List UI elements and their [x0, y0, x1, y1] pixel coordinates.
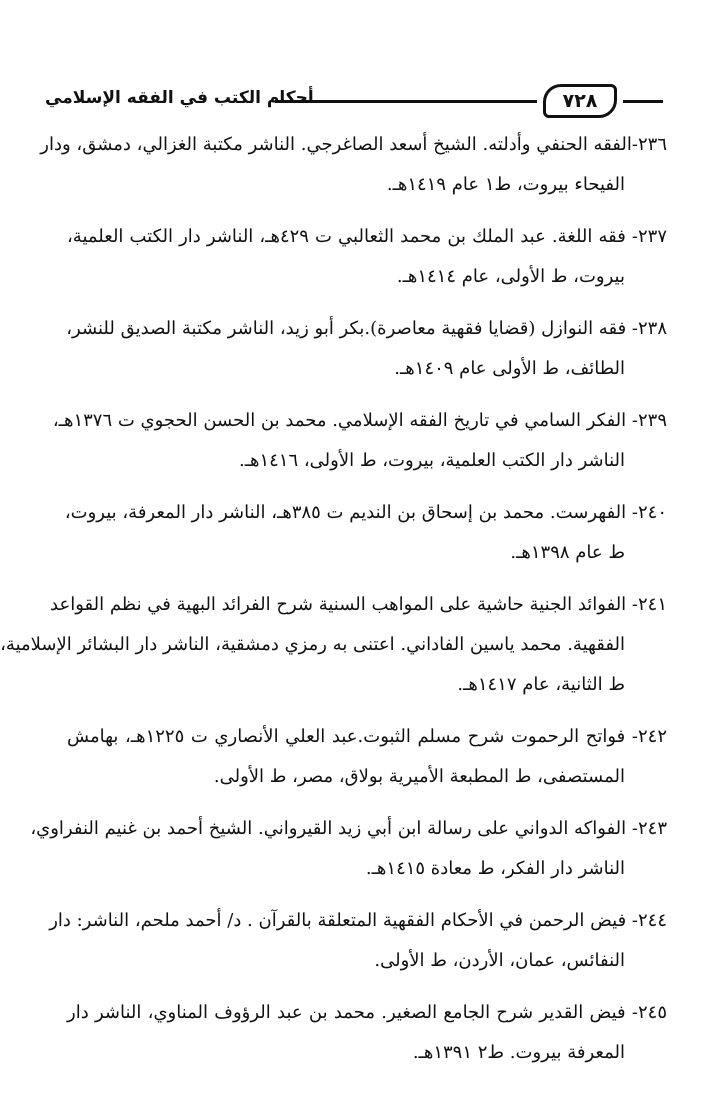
entry-line-continuation: ط عام ١٣٩٨هـ.: [510, 542, 625, 563]
entry-line-continuation: الطائف، ط الأولى عام ١٤٠٩هـ.: [394, 358, 625, 379]
entry-line-first: ٢٤٢- فواتح الرحموت شرح مسلم الثبوت.عبد العلي الأنصاري ت ١٢٢٥هـ، بهامش: [67, 726, 667, 747]
bibliography-entry: [67, 316, 667, 396]
bibliography-entry: [52, 408, 667, 488]
page-number: ٧٢٨: [562, 90, 598, 112]
header-rule-right: [623, 100, 663, 103]
entry-line-continuation: بيروت، ط الأولى، عام ١٤١٤هـ.: [396, 266, 625, 287]
entry-line-continuation: الفيحاء بيروت، ط١ عام ١٤١٩هـ.: [386, 174, 625, 195]
entry-line-first: ٢٤٥- فيض القدير شرح الجامع الصغير. محمد بن عبد الرؤوف المناوي، الناشر دار: [67, 1002, 667, 1023]
page-number-badge: [543, 84, 617, 118]
entry-line-first: ٢٣٧- فقه اللغة. عبد الملك بن محمد الثعالبي ت ٤٢٩هـ، الناشر دار الكتب العلمية،: [67, 226, 667, 247]
bibliography-entry: [67, 1000, 667, 1080]
running-title: أحكام الكتب في الفقه الإسلامي: [45, 88, 314, 108]
entry-line-continuation: المعرفة بيروت. ط٢ ١٣٩١هـ.: [412, 1042, 625, 1063]
entry-line-continuation: ط الثانية، عام ١٤١٧هـ.: [457, 674, 625, 695]
entry-line-continuation: النفائس، عمان، الأردن، ط الأولى.: [374, 950, 625, 971]
bibliography-entry: [30, 816, 667, 896]
entry-line-continuation: الفقهية. محمد ياسين الفاداني. اعتنى به رمزي دمشقية، الناشر دار البشائر الإسلامية،: [0, 634, 625, 655]
bibliography-entry: [0, 592, 667, 712]
entry-line-continuation: المستصفى، ط المطبعة الأميرية بولاق، مصر، ط الأولى.: [213, 766, 625, 787]
entry-line-first: ٢٣٩- الفكر السامي في تاريخ الفقه الإسلامي. محمد بن الحسن الحجوي ت ١٣٧٦هـ،: [52, 410, 667, 431]
bibliography-entry: [67, 224, 667, 304]
entry-line-first: ٢٤٠- الفهرست. محمد بن إسحاق بن النديم ت ٣٨٥هـ، الناشر دار المعرفة، بيروت،: [64, 502, 667, 523]
page-header: [45, 82, 663, 122]
entry-line-first: ٢٣٨- فقه النوازل (قضايا فقهية معاصرة).بكر أبو زيد، الناشر مكتبة الصديق للنشر،: [66, 318, 667, 339]
bibliography-entry: [49, 908, 667, 988]
bibliography-entry: [67, 724, 667, 804]
bibliography-list: [0, 132, 667, 1092]
bibliography-entry: [40, 132, 667, 212]
bibliography-entry: [64, 500, 667, 580]
entry-line-first: ٢٤١- الفوائد الجنية حاشية على المواهب السنية شرح الفرائد البهية في نظم القواعد: [50, 594, 667, 615]
entry-line-continuation: الناشر دار الفكر، ط معادة ١٤١٥هـ.: [365, 858, 625, 879]
entry-line-continuation: الناشر دار الكتب العلمية، بيروت، ط الأولى، ١٤١٦هـ.: [238, 450, 625, 471]
entry-line-first: ٢٤٣- الفواكه الدواني على رسالة ابن أبي زيد القيرواني. الشيخ أحمد بن غنيم النفراوي،: [30, 818, 667, 839]
header-rule-left: [275, 100, 537, 103]
entry-line-first: ٢٤٤- فيض الرحمن في الأحكام الفقهية المتعلقة بالقرآن . د/ أحمد ملحم، الناشر: دار: [49, 910, 667, 931]
entry-line-first: ٢٣٦-الفقه الحنفي وأدلته. الشيخ أسعد الصاغرجي. الناشر مكتبة الغزالي، دمشق، ودار: [40, 134, 667, 155]
